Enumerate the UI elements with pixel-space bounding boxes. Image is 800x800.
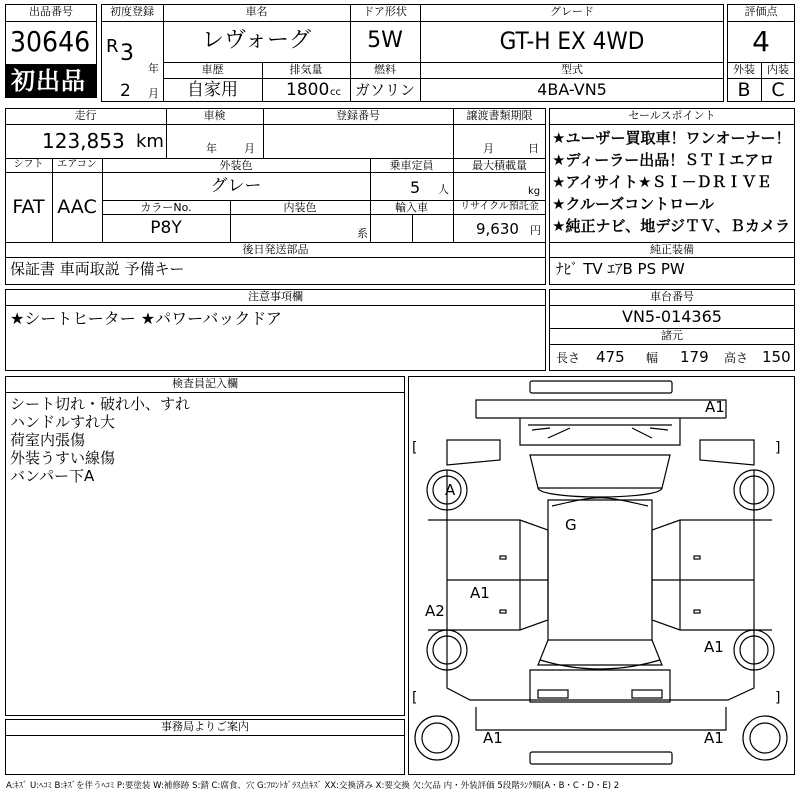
inspector-line: ハンドルすれ大 (10, 413, 116, 431)
max-load-unit: kg (528, 186, 541, 197)
length-label: 長さ (556, 351, 581, 365)
inspector-line: バンパー下A (10, 467, 95, 485)
sales-point-item: ★アイサイト★ＳＩ－ＤＲＩＶＥ (552, 173, 772, 191)
later-parts-value: 保証書 車両取説 予備キー (10, 260, 185, 278)
damage-mark: A2 (425, 602, 445, 620)
import-label: 輸入車 (395, 201, 428, 214)
inspector-line: シート切れ・破れ小、すれ (10, 395, 191, 413)
sales-point-item: ★ディーラー出品！ＳＴＩエアロ (552, 151, 775, 169)
width-label: 幅 (646, 351, 659, 365)
genuine-equipment-label: 純正装備 (650, 243, 694, 256)
damage-mark: A (445, 481, 456, 499)
history-value: 自家用 (187, 80, 238, 100)
reg-era: R (106, 36, 119, 57)
height-value: 150 (762, 348, 791, 366)
width-value: 179 (680, 348, 709, 366)
ac-value: AAC (57, 196, 97, 218)
front-edge (476, 400, 726, 418)
sales-point-item: ★純正ナビ、地デジＴＶ、Ｂカメラ (552, 217, 790, 235)
car-name: レヴォーグ (201, 28, 312, 53)
diagram-bracket: ] (775, 690, 781, 706)
sales-point-item: ★クルーズコントロール (552, 195, 714, 213)
exterior-color-value: グレー (210, 176, 262, 196)
office-label: 事務局よりご案内 (161, 720, 249, 733)
fuel-label: 燃料 (374, 63, 396, 76)
left-headlight-shape (447, 440, 500, 465)
genuine-equipment-value: ﾅﾋﾞ TV ｴｱB PS PW (556, 260, 685, 278)
grade-value: GT-H EX 4WD (499, 27, 645, 55)
diagram-bracket: [ (412, 690, 418, 706)
chassis-label: 車台番号 (650, 290, 694, 303)
score-label: 評価点 (744, 5, 778, 18)
damage-mark: A1 (483, 729, 503, 747)
model-code-value: 4BA-VN5 (537, 80, 607, 99)
inspector-line: 外装うすい線傷 (10, 449, 116, 467)
displacement-value: 1800 (286, 80, 330, 100)
diagram-bracket: [ (412, 440, 418, 456)
inspection-year-unit: 年 (206, 142, 217, 155)
shift-label: シフト (13, 159, 44, 170)
first-listing-text: 初出品 (11, 67, 86, 95)
damage-mark: A1 (704, 638, 724, 656)
mileage-label: 走行 (74, 109, 97, 122)
interior-grade-label: 内装 (767, 63, 789, 76)
max-load-label: 最大積載量 (472, 159, 527, 172)
inspection-month-unit: 月 (244, 142, 255, 155)
inspector-line: 荷室内張傷 (10, 431, 86, 449)
recycle-value: 9,630 (476, 220, 519, 238)
length-value: 475 (596, 348, 625, 366)
plate-label: 登録番号 (336, 109, 380, 122)
exterior-color-label: 外装色 (219, 159, 253, 172)
mileage-value: 123,853 (42, 129, 125, 153)
model-code-label: 型式 (561, 63, 583, 76)
damage-mark: G (565, 516, 577, 534)
trunk-shape (530, 670, 670, 702)
legend-text: A:ｷｽﾞ U:ﾍｺﾐ B:ｷｽﾞを伴うﾍｺﾐ P:要塗装 W:補修跡 S:錆 C:腐食、穴 G:ﾌﾛﾝﾄｶﾞﾗｽ点ｷｽﾞ XX:交換済み X:要交換 欠:欠品 内・外装評価 5段階ﾗﾝｸ順(A・B・C・D・E) 2 (6, 781, 620, 791)
exterior-grade-label: 外装 (733, 63, 755, 76)
damage-mark: A1 (705, 398, 725, 416)
interior-color-label: 内装色 (283, 201, 317, 214)
door-label: ドア形状 (363, 5, 407, 18)
inspection-label: 車検 (203, 109, 226, 122)
right-doors (652, 520, 754, 630)
grade-label: グレード (550, 5, 594, 18)
lot-number: 30646 (10, 25, 91, 58)
color-no-value: P8Y (150, 218, 182, 238)
reg-year-unit: 年 (148, 62, 159, 75)
damage-mark: A1 (704, 729, 724, 747)
deadline-month-unit: 月 (483, 142, 494, 155)
exterior-grade: B (737, 79, 751, 101)
chassis-value: VN5-014365 (622, 307, 722, 326)
hood-shape (520, 418, 680, 445)
ac-label: エアコン (57, 159, 97, 170)
reg-month-unit: 月 (148, 87, 159, 100)
reg-month: 2 (120, 81, 131, 101)
reg-label: 初度登録 (110, 5, 154, 18)
interior-color-unit: 系 (357, 227, 368, 240)
deadline-day-unit: 日 (528, 142, 539, 155)
deadline-label: 譲渡書類期限 (466, 109, 533, 122)
capacity-unit: 人 (438, 183, 449, 196)
capacity-label: 乗車定員 (389, 159, 434, 172)
damage-mark: A1 (470, 584, 490, 602)
sales-points-label: セールスポイント (628, 109, 716, 122)
fuel-value: ガソリン (354, 81, 415, 99)
windshield-shape (530, 455, 670, 488)
car-name-label: 車名 (245, 5, 268, 18)
mileage-unit: km (136, 131, 164, 152)
recycle-label: リサイクル預託金 (460, 201, 539, 212)
roof-shape (548, 500, 652, 640)
caution-value: ★シートヒーター ★パワーバックドア (10, 309, 282, 328)
later-parts-label: 後日発送部品 (242, 243, 309, 256)
displacement-unit: cc (330, 87, 341, 98)
capacity-value: 5 (410, 178, 421, 197)
sales-point-item: ★ユーザー買取車！ワンオーナー！ (552, 129, 791, 147)
right-headlight-shape (700, 440, 754, 465)
left-doors (447, 520, 548, 630)
rear-window-shape (538, 640, 662, 665)
color-no-label: カラーNo. (140, 201, 192, 214)
height-label: 高さ (724, 351, 749, 365)
recycle-unit: 円 (530, 224, 541, 237)
history-label: 車歴 (201, 63, 224, 76)
inspector-label: 検査員記入欄 (172, 377, 238, 390)
front-bumper-shape (530, 381, 672, 393)
reg-year: 3 (120, 41, 134, 66)
score-value: 4 (752, 25, 770, 58)
door-value: 5W (367, 28, 403, 53)
dims-label: 諸元 (661, 329, 683, 342)
shift-value: FAT (12, 196, 45, 218)
rear-bumper-shape (476, 707, 726, 730)
caution-label: 注意事項欄 (248, 290, 303, 303)
diagram-bracket: ] (775, 440, 781, 456)
interior-grade: C (771, 79, 785, 101)
displacement-label: 排気量 (289, 63, 323, 76)
lot-label: 出品番号 (29, 5, 73, 18)
